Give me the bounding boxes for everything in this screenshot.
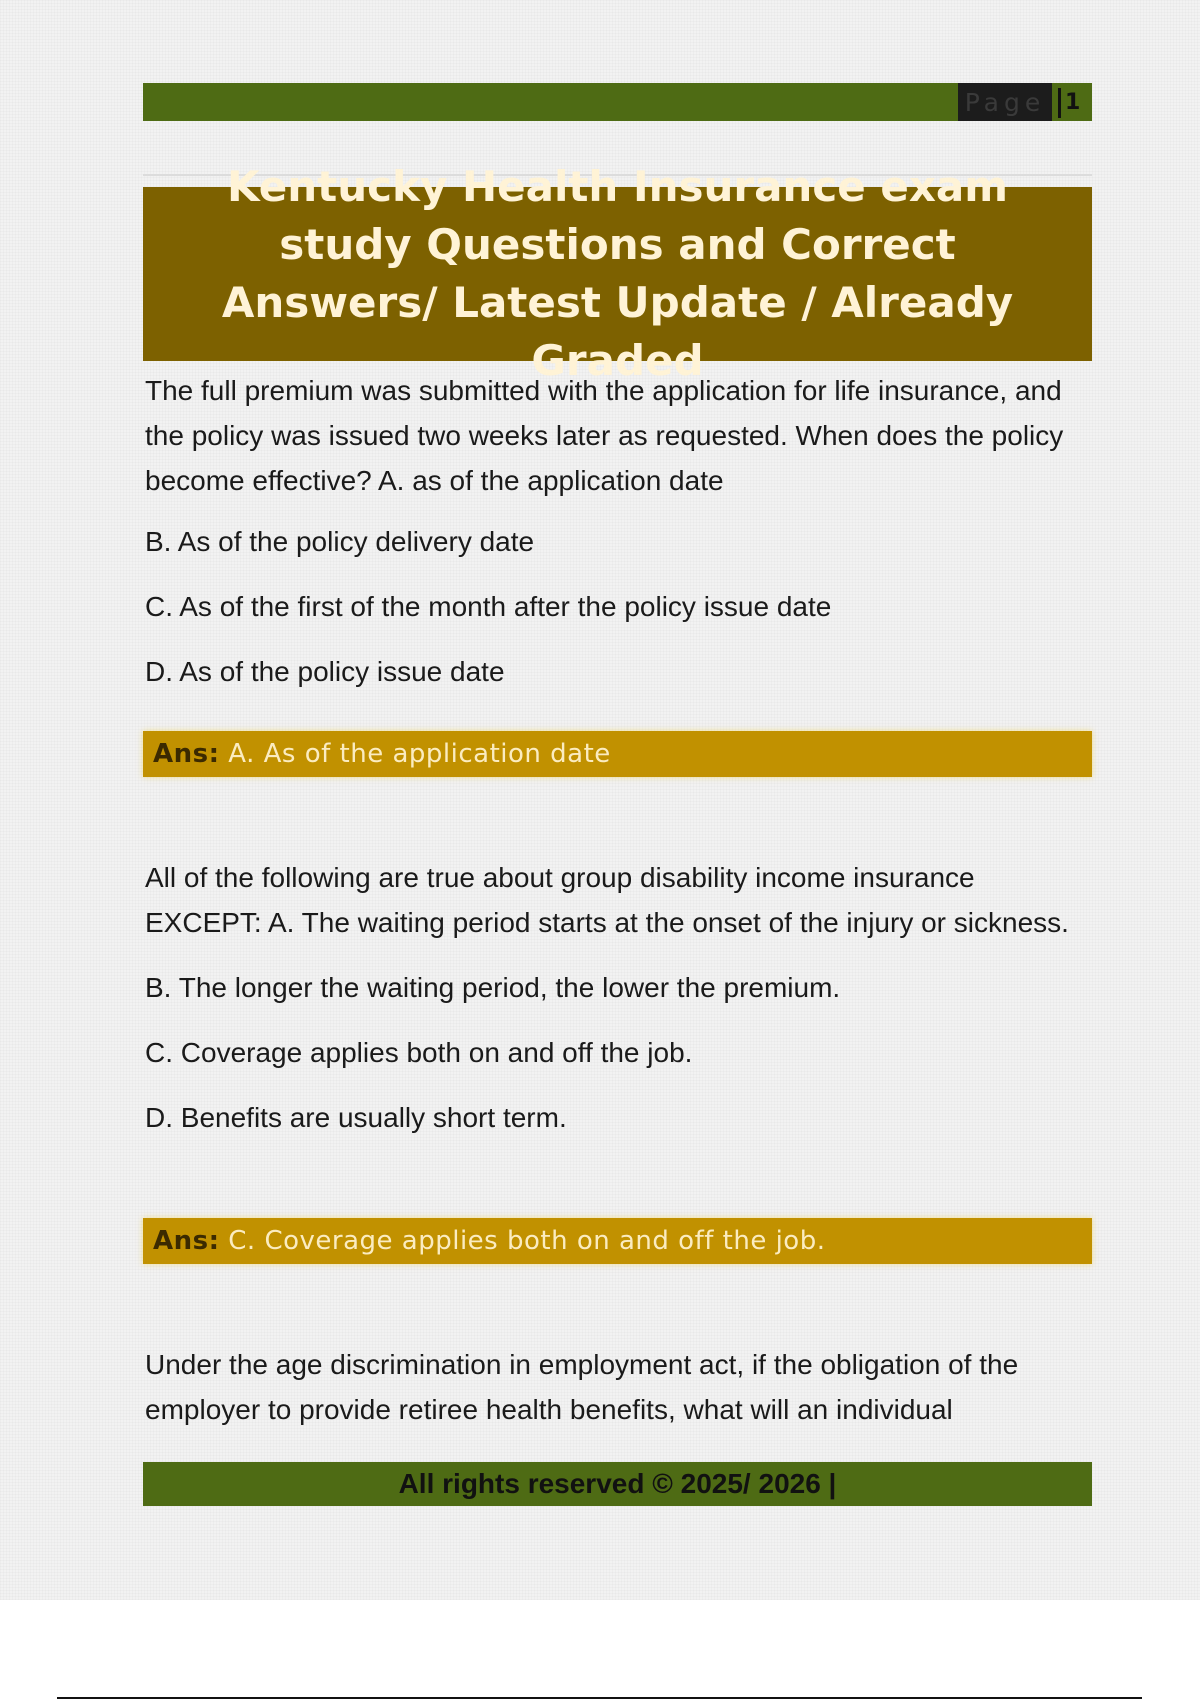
footer-bar [143, 1462, 1092, 1506]
answer-text: A. As of the application date [228, 739, 611, 769]
page-number: 1 [1065, 90, 1081, 115]
header-bar [143, 83, 1092, 121]
question-text: Under the age discrimination in employment act, if the obligation of the employer to provide retiree health benefits, what will an individual [145, 1349, 1019, 1425]
question-text: The full premium was submitted with the application for life insurance, and the policy was issued two weeks later as requested. When does the policy become effective? A. as of the application date [145, 375, 1064, 496]
title-banner [143, 162, 1092, 385]
footer-text: All rights reserved © 2025/ 2026 | [398, 1468, 837, 1499]
document-title: Kentucky Health Insurance exam study Questions and Correct Answers/ Latest Update / Already Graded [221, 162, 1014, 385]
option-d: D. As of the policy issue date [145, 656, 505, 687]
page-label: Page [958, 83, 1052, 121]
question-text: All of the following are true about group disability income insurance EXCEPT: A. The waiting period starts at the onset of the injury or sickness. [145, 862, 1069, 938]
answer-label: Ans: [153, 739, 220, 769]
answer-bar-1 [143, 731, 1092, 777]
option-b: B. The longer the waiting period, the lower the premium. [145, 972, 841, 1003]
answer-text: C. Coverage applies both on and off the job. [228, 1226, 826, 1256]
page-number-box [1052, 83, 1092, 121]
answer-label: Ans: [153, 1226, 220, 1256]
option-b: B. As of the policy delivery date [145, 526, 535, 557]
page-separator [1058, 88, 1061, 118]
page-bottom-rule [57, 1697, 1142, 1699]
option-c: C. As of the first of the month after the policy issue date [145, 591, 832, 622]
question-block-2 [145, 855, 1090, 1140]
option-d: D. Benefits are usually short term. [145, 1102, 567, 1133]
question-block-3 [145, 1342, 1090, 1432]
answer-bar-2 [143, 1218, 1092, 1264]
question-block-1 [145, 368, 1090, 694]
option-c: C. Coverage applies both on and off the job. [145, 1037, 693, 1068]
